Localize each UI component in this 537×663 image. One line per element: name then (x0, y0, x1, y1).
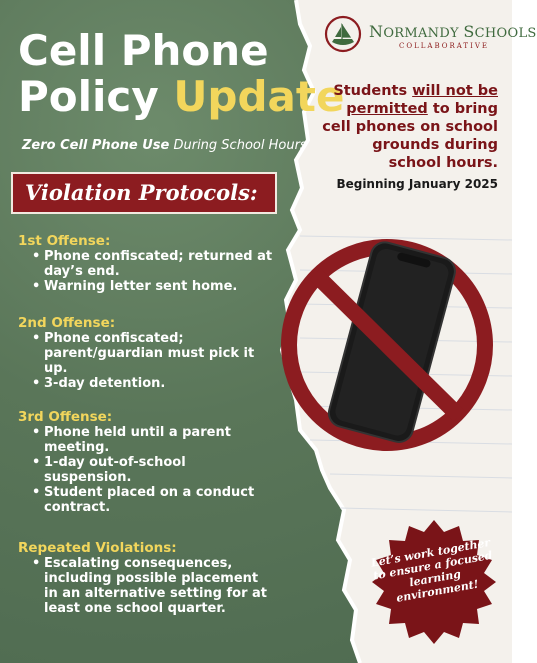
offense-heading: Repeated Violations: (18, 540, 177, 556)
offense-list (18, 331, 276, 391)
offense-1 (18, 233, 276, 294)
school-name: NORMANDY SCHOOLS (369, 22, 537, 41)
list-item: • Phone confiscated; parent/guardian must pick it up. (32, 331, 276, 376)
offense-list (18, 425, 276, 515)
offense-repeated (18, 540, 276, 616)
violation-protocols-banner (11, 172, 277, 214)
list-item: • 1-day out-of-school suspension. (32, 455, 276, 485)
list-item: • Escalating consequences, including possible placement in an alternative setting for at least one school quarter. (32, 556, 276, 616)
list-item: • Warning letter sent home. (32, 279, 276, 294)
offense-list (18, 249, 276, 294)
list-item: • Student placed on a conduct contract. (32, 485, 276, 515)
policy-notice (318, 82, 498, 172)
offense-heading: 2nd Offense: (18, 315, 116, 331)
title-line-1: Cell Phone (18, 26, 269, 75)
page-title (18, 28, 344, 120)
school-logo (323, 14, 537, 54)
offense-heading: 3rd Offense: (18, 409, 113, 425)
banner-label: Violation Protocols: (25, 180, 258, 205)
effective-date: Beginning January 2025 (336, 177, 498, 191)
list-item: • Phone confiscated; returned at day’s end. (32, 249, 276, 279)
notice-part-1: Students (333, 83, 413, 99)
title-accent: Update (173, 72, 345, 121)
no-phone-icon (270, 236, 504, 454)
offense-2 (18, 315, 276, 391)
offense-3 (18, 409, 276, 515)
offense-heading: 1st Offense: (18, 233, 111, 249)
notice-part-2: to bring cell phones on school grounds during school hours. (322, 101, 498, 171)
offense-list (18, 556, 276, 616)
school-name-subtitle: COLLABORATIVE (399, 42, 490, 50)
title-line-2: Policy (18, 72, 174, 121)
policy-subtitle (22, 138, 307, 153)
subtitle-bold: Zero Cell Phone Use (22, 138, 170, 153)
seal-text: Let’s work together to ensure a focused learning environment! (370, 535, 494, 605)
subtitle-rest: During School Hours (169, 138, 307, 153)
list-item: • 3-day detention. (32, 376, 276, 391)
list-item: • Phone held until a parent meeting. (32, 425, 276, 455)
notice-underlined: will not be permitted (346, 83, 498, 117)
